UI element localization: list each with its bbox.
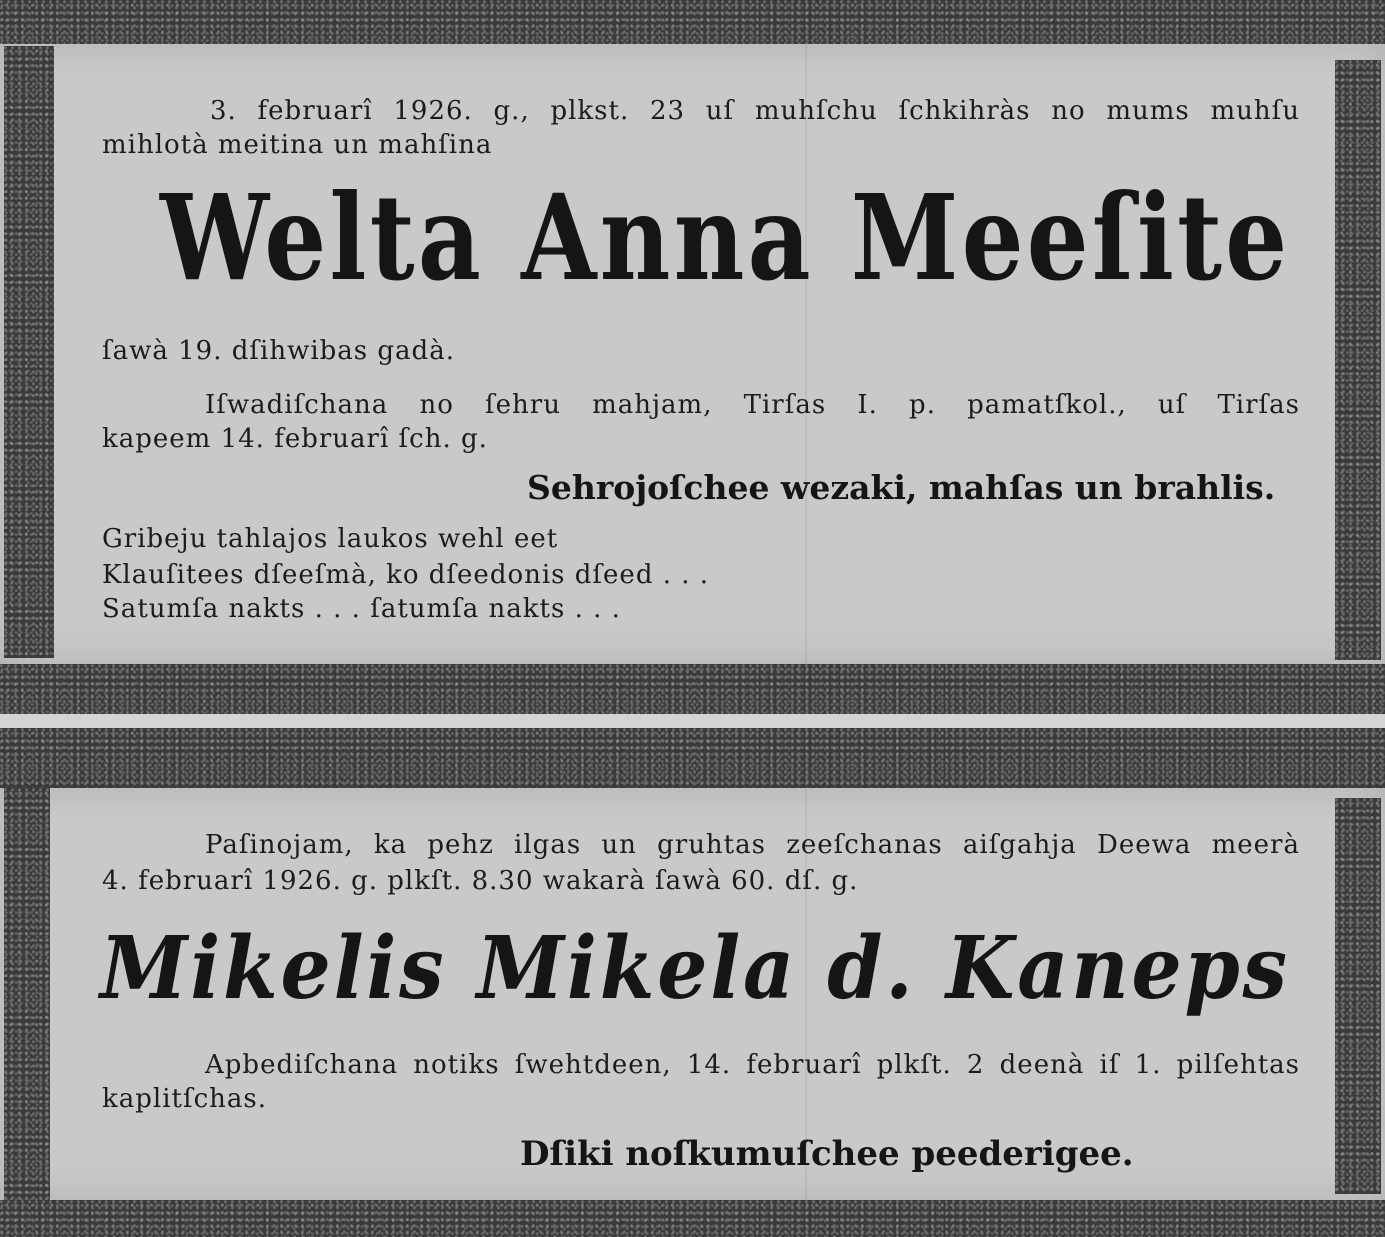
right-border-2 — [1335, 798, 1381, 1194]
bleed-through-column — [805, 44, 807, 664]
notice1-signature: Sehrojoſchee wezaki, mahſas un brahlis. — [527, 468, 1276, 507]
obituary-notice-2 — [0, 788, 1385, 1200]
notice2-funeral-line-2: kaplitſchas. — [102, 1084, 268, 1114]
verse-line-3: Satumſa nakts . . . ſatumſa nakts . . . — [102, 594, 621, 624]
notice1-line-2: mihlotà meitina un mahſina — [102, 130, 493, 160]
right-border — [1335, 60, 1381, 660]
top-border — [0, 0, 1385, 44]
notice2-line-2: 4. februarî 1926. g. plkſt. 8.30 wakarà ſawà 60. dſ. g. — [102, 866, 859, 896]
verse-line-2: Klauſitees dſeeſmà, ko dſeedonis dſeed . . . — [102, 560, 710, 590]
notice1-age-line: ſawà 19. dſihwibas gadà. — [102, 336, 455, 366]
verse-line-1: Gribeju tahlajos laukos wehl eet — [102, 524, 559, 554]
notice1-line-1: 3. februarî 1926. g., plkst. 23 uſ muhſchu ſchkihràs no mums muhſu — [210, 96, 1300, 126]
notice1-funeral-line-1: Iſwadiſchana no ſehru mahjam, Tirſas I. p. pamatſkol., uſ Tirſas — [205, 390, 1300, 420]
middle-border-2 — [0, 728, 1385, 788]
notice2-signature: Dſiki noſkumuſchee peederigee. — [520, 1134, 1134, 1174]
middle-border-1 — [0, 664, 1385, 714]
bottom-border — [0, 1200, 1385, 1237]
deceased-name-2: Mikelis Mikela d. Kaneps — [100, 918, 1290, 1019]
left-border — [4, 46, 54, 658]
left-border-2 — [4, 788, 50, 1200]
notice2-line-1: Paſinojam, ka pehz ilgas un gruhtas zeeſchanas aiſgahja Deewa meerà — [205, 830, 1300, 860]
notice2-funeral-line-1: Apbediſchana notiks ſwehtdeen, 14. februarî plkſt. 2 deenà iſ 1. pilſehtas — [205, 1050, 1300, 1080]
deceased-name-1: Welta Anna Meeſite — [160, 168, 1291, 307]
obituary-notice-1 — [0, 44, 1385, 664]
column-rule — [0, 714, 1385, 728]
notice1-funeral-line-2: kapeem 14. februarî ſch. g. — [102, 424, 488, 454]
